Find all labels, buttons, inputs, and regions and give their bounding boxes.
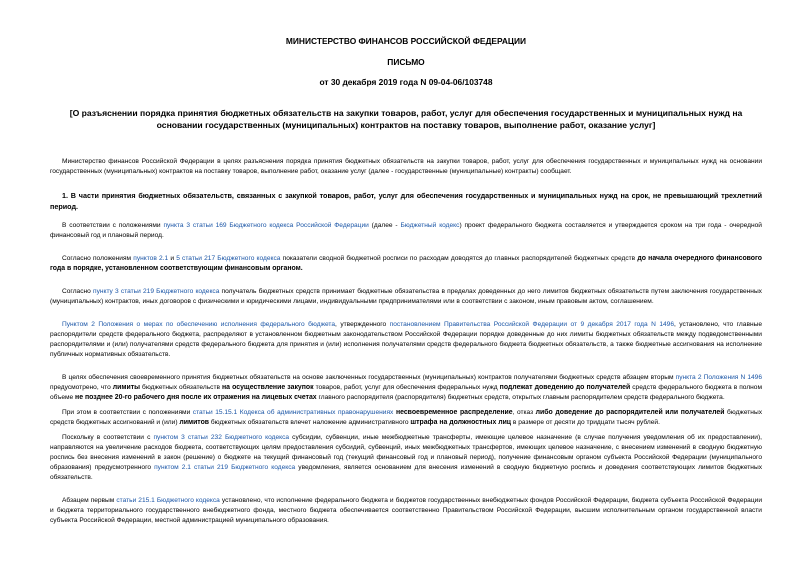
link-government-decree-1496[interactable]: постановлением Правительства Российской Федерации от 9 декабря 2017 года N 1496: [389, 321, 674, 328]
text-span: главного распорядителя (распорядителя) бюджетных средств, открытых главным распорядителем средств федерального бюджета.: [316, 394, 725, 401]
bold-text: до начала очередного финансового года в порядке, установленном соответствующим финансовым органом.: [50, 255, 762, 272]
bold-text: подлежат доведению до получателей: [499, 384, 631, 391]
link-budget-code[interactable]: Бюджетный кодекс: [400, 222, 460, 229]
paragraph-limits: [50, 373, 762, 403]
paragraph-intro: Министерство финансов Российской Федерации в целях разъяснения порядка принятия бюджетных обязательств на закупки товаров, работ, услуг для обеспечения государственных и муниципальных нужд на основании государственных (муниципальных) контрактов на поставку товаров, выполнение работ, оказание услуг (далее - государственные (муниципальные) контракты) сообщает.: [50, 158, 762, 175]
link-regulation-1496-point-2[interactable]: пункта 2 Положения N 1496: [675, 374, 762, 381]
bold-text: не позднее 20-го рабочего дня после их отражения на лицевых счетах: [75, 394, 317, 401]
text-span: бюджетных средств бюджетных ассигнований и (или): [50, 409, 762, 426]
text-span: , утвержденного: [335, 321, 390, 328]
document-type: ПИСЬМО: [387, 57, 425, 67]
link-article-217[interactable]: 5 статьи 217 Бюджетного кодекса: [176, 255, 281, 262]
text-span: в размере от десяти до тридцати тысяч рублей.: [511, 419, 660, 426]
ministry-name: МИНИСТЕРСТВО ФИНАНСОВ РОССИЙСКОЙ ФЕДЕРАЦИИ: [285, 36, 527, 46]
bold-text: либо доведение до распорядителей или получателей: [535, 409, 725, 416]
link-admin-code-15-15-1[interactable]: статьи 15.15.1 Кодекса об административных правонарушениях: [192, 409, 394, 416]
paragraph-penalty: [50, 408, 762, 428]
text-span: Поскольку в соответствии с: [62, 434, 154, 441]
link-article-169[interactable]: пункта 3 статьи 169 Бюджетного кодекса Российской Федерации: [163, 222, 369, 229]
bold-text: на осуществление закупок: [222, 384, 314, 391]
text-span: установлено, что исполнение федерального бюджета и бюджетов государственных внебюджетных фондов Российской Федерации, бюджета субъекта Российской Федерации и бюджета территориального государственного внебюджетного фонда, местного бюджета обеспечивается соответственно Правительством Российской Федерации, высшим исполнительным органом государственной власти субъекта Российской Федерации, местной администрацией муниципального образования.: [50, 497, 762, 524]
link-point-2-1[interactable]: пунктов 2.1: [133, 255, 169, 262]
text-span: и: [168, 255, 177, 262]
paragraph-article-217: [50, 254, 762, 274]
paragraph-regulation-1496: [50, 320, 762, 360]
text-span: показатели сводной бюджетной росписи по расходам доводятся до главных распорядителей бюджетных средств: [280, 255, 638, 262]
text-span: ) проект федерального бюджета составляется и утверждается сроком на три года - очередной финансовый год и плановый период.: [50, 222, 762, 239]
paragraph-article-215-1: [50, 496, 762, 526]
text-span: , установлено, что главные распорядители средств федерального бюджета, распределяют в установленном бюджетным законодательством Российской Федерации порядке доведенные до них лимиты бюджетных обязательств между подведомственными распорядителями и (или) получателями средств федерального бюджета для принятия и (или) исполнения получателями средств федерального бюджета бюджетных обязательств, а также бюджетные ассигнования на исполнение публичных нормативных обязательств.: [50, 321, 763, 358]
document-header: [50, 36, 762, 88]
bold-text: штрафа на должностных лиц: [410, 419, 512, 426]
text-span: В соответствии с положениями: [62, 222, 164, 229]
link-article-219[interactable]: пункту 3 статьи 219 Бюджетного кодекса: [93, 288, 220, 295]
text-span: Согласно положениям: [62, 255, 134, 262]
paragraph-transfers: [50, 433, 762, 483]
text-span: средств федерального бюджета в полном объеме: [50, 384, 763, 401]
text-span: субсидии, субвенции, иные межбюджетные трансферты, имеющие целевое назначение (в случае получения уведомления об их предоставлении), направляются на увеличение расходов бюджета, соответствующих целям предоставления субсидий, субвенций, иных межбюджетных трансфертов, имеющих целевое назначение, с внесением изменений в сводную бюджетную роспись без внесения изменений в закон (решение) о бюджете на текущий финансовый год (текущий финансовый год и плановый период), получение финансовым органом субъекта Российской Федерации (муниципального образования) предусмотренного: [50, 434, 762, 471]
link-article-219-point-2-1[interactable]: пунктом 2.1 статьи 219 Бюджетного кодекса: [154, 464, 296, 471]
text-span: предусмотрено, что: [50, 384, 113, 391]
text-span: товаров, работ, услуг для обеспечения федеральных нужд: [313, 384, 500, 391]
paragraph-article-219: [50, 287, 762, 307]
link-article-232[interactable]: пунктом 3 статьи 232 Бюджетного кодекса: [153, 434, 290, 441]
paragraph-budget-code: [50, 221, 762, 241]
text-span: Абзацем первым: [62, 497, 117, 504]
bold-text: несвоевременное распределение: [393, 409, 513, 416]
document-subject: [О разъяснении порядка принятия бюджетных обязательств на закупки товаров, работ, услуг для обеспечения государственных и муниципальных нужд на основании государственных (муниципальных) контрактов на поставку товаров, выполнение работ, оказание услуг]: [69, 108, 743, 130]
text-span: Согласно: [62, 288, 93, 295]
text-span: При этом в соответствии с положениями: [62, 409, 193, 416]
text-span: В целях обеспечения своевременного принятия бюджетных обязательств на основе заключенных государственных (муниципальных) контрактов получателями бюджетных средств абзацем вторым: [62, 374, 676, 381]
text-span: уведомления, является основанием для внесения изменений в сводную бюджетную роспись и доведения соответствующих лимитов бюджетных обязательств.: [50, 464, 762, 481]
text-span: бюджетных обязательств: [140, 384, 223, 391]
text-span: , отказ: [512, 409, 536, 416]
text-span: бюджетных обязательств влечет наложение административного: [209, 419, 411, 426]
document-date-number: от 30 декабря 2019 года N 09-04-06/103748: [319, 77, 493, 87]
section-heading-1: 1. В части принятия бюджетных обязательств, связанных с закупкой товаров, работ, услуг для обеспечения государственных и муниципальных нужд на срок, не превышающий трехлетний период.: [50, 191, 762, 211]
text-span: (далее -: [368, 222, 401, 229]
link-article-215-1[interactable]: статьи 215.1 Бюджетного кодекса: [116, 497, 220, 504]
link-regulation-point-2[interactable]: Пунктом 2 Положения о мерах по обеспечению исполнения федерального бюджета: [62, 321, 336, 328]
bold-text: лимиты: [112, 384, 141, 391]
bold-text: лимитов: [179, 419, 210, 426]
text-span: получатель бюджетных средств принимает бюджетные обязательства в пределах доведенных до него лимитов бюджетных обязательств путем заключения государственных (муниципальных) контрактов, иных договоров с физическими и юридическими лицами, индивидуальными предпринимателями или в соответствии с законом, иным правовым актом, соглашением.: [50, 288, 762, 305]
